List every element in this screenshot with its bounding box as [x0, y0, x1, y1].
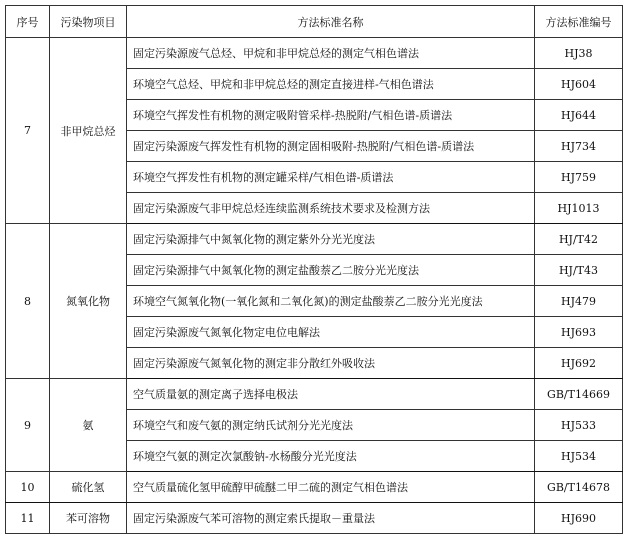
table-body [6, 38, 623, 534]
method-code: HJ644 [535, 100, 623, 131]
method-name: 固定污染源废气挥发性有机物的测定固相吸附-热脱附/气相色谱-质谱法 [127, 131, 535, 162]
table-row [6, 472, 623, 503]
table-row [6, 503, 623, 534]
method-name: 环境空气和废气氨的测定纳氏试剂分光光度法 [127, 410, 535, 441]
pollutant-name: 苯可溶物 [50, 503, 127, 534]
method-name: 空气质量氨的测定离子选择电极法 [127, 379, 535, 410]
method-name: 固定污染源废气总烃、甲烷和非甲烷总烃的测定气相色谱法 [127, 38, 535, 69]
standards-table [5, 5, 623, 534]
standards-table-container [5, 5, 623, 534]
method-code: HJ38 [535, 38, 623, 69]
method-code: HJ1013 [535, 193, 623, 224]
group-number: 8 [6, 224, 50, 379]
group-number: 9 [6, 379, 50, 472]
table-row [6, 379, 623, 410]
group-number: 11 [6, 503, 50, 534]
method-name: 环境空气氨的测定次氯酸钠-水杨酸分光光度法 [127, 441, 535, 472]
table-header-row [6, 6, 623, 38]
table-row [6, 38, 623, 69]
pollutant-name: 氮氧化物 [50, 224, 127, 379]
header-method: 方法标准名称 [127, 6, 535, 38]
pollutant-name: 非甲烷总烃 [50, 38, 127, 224]
method-name: 固定污染源废气苯可溶物的测定索氏提取－重量法 [127, 503, 535, 534]
header-code: 方法标准编号 [535, 6, 623, 38]
method-name: 固定污染源废气氮氧化物定电位电解法 [127, 317, 535, 348]
method-code: HJ690 [535, 503, 623, 534]
method-name: 空气质量硫化氢甲硫醇甲硫醚二甲二硫的测定气相色谱法 [127, 472, 535, 503]
method-code: HJ534 [535, 441, 623, 472]
method-code: HJ533 [535, 410, 623, 441]
method-name: 固定污染源废气氮氧化物的测定非分散红外吸收法 [127, 348, 535, 379]
method-name: 固定污染源废气非甲烷总烃连续监测系统技术要求及检测方法 [127, 193, 535, 224]
group-number: 10 [6, 472, 50, 503]
method-name: 固定污染源排气中氮氧化物的测定紫外分光光度法 [127, 224, 535, 255]
method-code: HJ759 [535, 162, 623, 193]
method-name: 固定污染源排气中氮氧化物的测定盐酸萘乙二胺分光光度法 [127, 255, 535, 286]
pollutant-name: 硫化氢 [50, 472, 127, 503]
method-code: HJ693 [535, 317, 623, 348]
header-pollutant: 污染物项目 [50, 6, 127, 38]
method-code: HJ692 [535, 348, 623, 379]
method-code: HJ734 [535, 131, 623, 162]
method-name: 环境空气挥发性有机物的测定吸附管采样-热脱附/气相色谱-质谱法 [127, 100, 535, 131]
table-row [6, 224, 623, 255]
method-code: HJ/T43 [535, 255, 623, 286]
method-code: GB/T14678 [535, 472, 623, 503]
method-code: HJ604 [535, 69, 623, 100]
method-code: HJ479 [535, 286, 623, 317]
group-number: 7 [6, 38, 50, 224]
method-name: 环境空气总烃、甲烷和非甲烷总烃的测定直接进样-气相色谱法 [127, 69, 535, 100]
header-no: 序号 [6, 6, 50, 38]
method-code: HJ/T42 [535, 224, 623, 255]
method-name: 环境空气氮氧化物(一氧化氮和二氧化氮)的测定盐酸萘乙二胺分光光度法 [127, 286, 535, 317]
pollutant-name: 氨 [50, 379, 127, 472]
method-name: 环境空气挥发性有机物的测定罐采样/气相色谱-质谱法 [127, 162, 535, 193]
method-code: GB/T14669 [535, 379, 623, 410]
